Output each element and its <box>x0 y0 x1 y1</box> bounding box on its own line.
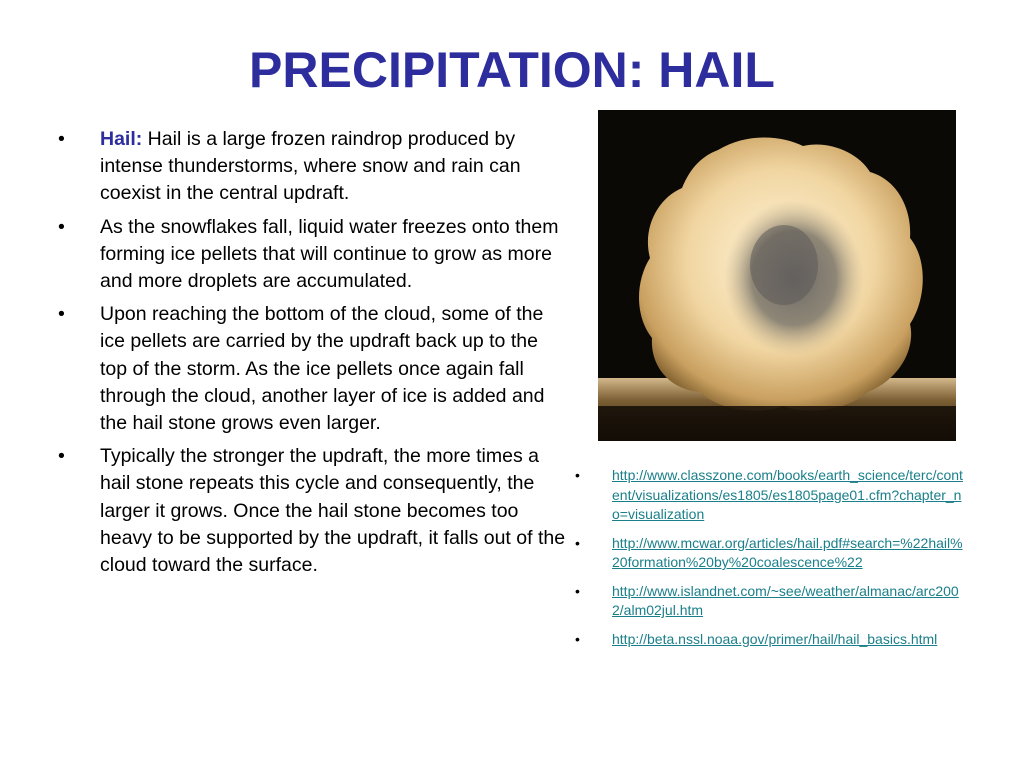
bullet-marker: • <box>575 534 580 551</box>
bullet-marker: • <box>575 582 580 599</box>
bullet-item-hail-definition <box>58 126 570 208</box>
bullet-marker: • <box>58 303 65 326</box>
bullet-item-freezing <box>58 214 570 296</box>
bullet-lead-term: Hail: <box>100 128 143 150</box>
bullet-marker: • <box>575 630 580 647</box>
reference-link-list <box>574 466 966 658</box>
reference-item <box>574 582 966 621</box>
bullet-item-updraft-cycle <box>58 301 570 437</box>
bullet-text: Hail is a large frozen raindrop produced by intense thunderstorms, where snow and rain can coexist in the central updraft. <box>100 128 521 205</box>
reference-item <box>574 534 966 573</box>
hailstone-photo <box>598 110 956 441</box>
bullet-marker: • <box>58 128 65 150</box>
bullet-text: As the snowflakes fall, liquid water freezes onto them forming ice pellets that will continue to grow as more and more droplets are accumulated. <box>100 215 559 293</box>
reference-link-classzone[interactable]: http://www.classzone.com/books/earth_science/terc/content/visualizations/es1805/es1805page01.cfm?chapter_no=visualization <box>612 467 963 522</box>
bullet-text: Typically the stronger the updraft, the more times a hail stone repeats this cycle and consequently, the larger it grows. Once the hail stone becomes too heavy to be supported by the updraft, it falls out of the cloud toward the surface. <box>100 445 566 577</box>
slide-title: PRECIPITATION: HAIL <box>249 42 775 98</box>
bullet-marker: • <box>58 215 65 238</box>
reference-link-islandnet[interactable]: http://www.islandnet.com/~see/weather/almanac/arc2002/alm02jul.htm <box>612 582 959 618</box>
reference-link-mcwar[interactable]: http://www.mcwar.org/articles/hail.pdf#search=%22hail%20formation%20by%20coalescence%22 <box>612 534 963 570</box>
reference-item <box>574 466 966 525</box>
bullet-item-falls-out <box>58 443 570 579</box>
bullet-marker: • <box>58 445 65 468</box>
content-bullet-list <box>58 126 570 585</box>
reference-link-nssl[interactable]: http://beta.nssl.noaa.gov/primer/hail/hail_basics.html <box>612 630 938 647</box>
hailstone-image <box>598 110 956 441</box>
bullet-text: Upon reaching the bottom of the cloud, some of the ice pellets are carried by the updraft back up to the top of the storm. As the ice pellets once again fall through the cloud, another layer of ice is added and the hail stone grows even larger. <box>100 303 545 435</box>
bullet-marker: • <box>575 467 580 483</box>
reference-item <box>574 630 966 650</box>
